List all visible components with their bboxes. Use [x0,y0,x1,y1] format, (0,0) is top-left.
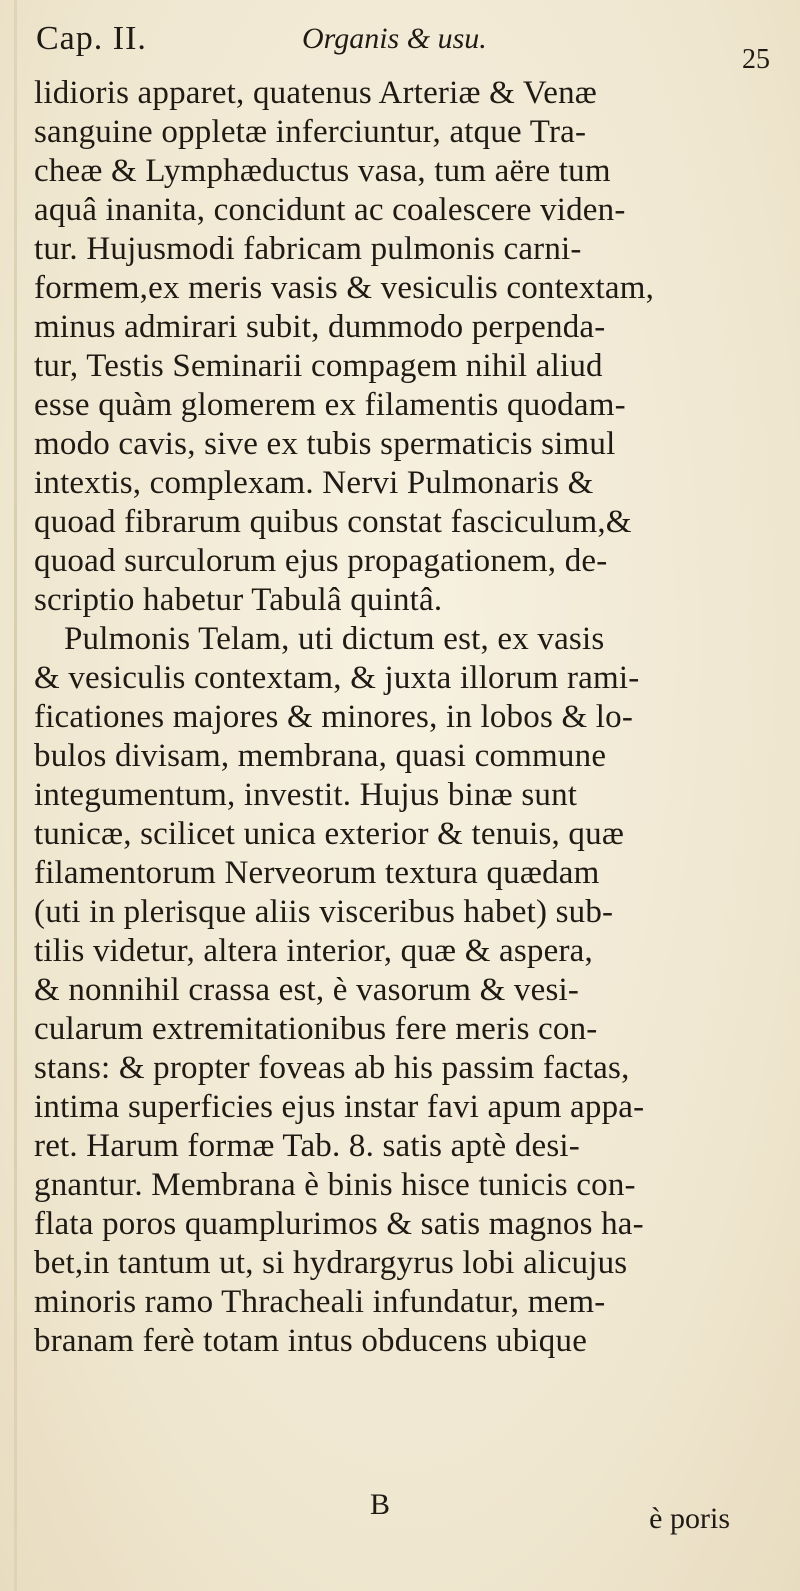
text-line: scriptio habetur Tabulâ quintâ. [34,582,443,618]
text-line: ret. Harum formæ Tab. 8. satis aptè desi- [34,1128,580,1164]
catchword: è poris [649,1502,730,1535]
page-number: 25 [742,44,770,75]
text-line: (uti in plerisque aliis visceribus habet) sub- [34,894,614,930]
text-line: modo cavis, sive ex tubis spermaticis simul [34,426,616,462]
text-line: formem,ex meris vasis & vesiculis contextam, [34,270,655,306]
text-line: stans: & propter foveas ab his passim factas, [34,1050,630,1086]
text-line: tur, Testis Seminarii compagem nihil aliud [34,348,603,384]
running-title: Organis & usu. [302,22,487,55]
text-line: branam ferè totam intus obducens ubique [34,1323,588,1359]
chapter-label: Cap. II. [36,20,147,57]
text-line: lidioris apparet, quatenus Arteriæ & Venæ [34,75,597,111]
text-line: ficationes majores & minores, in lobos & lo- [34,699,634,735]
text-line: tilis videtur, altera interior, quæ & aspera, [34,933,593,969]
text-line: esse quàm glomerem ex filamentis quodam- [34,387,626,423]
text-line: minoris ramo Thracheali infundatur, mem- [34,1284,606,1320]
text-line: integumentum, investit. Hujus binæ sunt [34,777,578,813]
body-text [34,74,764,1361]
text-line: minus admirari subit, dummodo perpenda- [34,309,606,345]
text-line: & nonnihil crassa est, è vasorum & vesi- [34,972,580,1008]
text-line: sanguine oppletæ inferciuntur, atque Tra- [34,114,587,150]
text-line: cheæ & Lymphæductus vasa, tum aëre tum [34,153,611,189]
text-line: gnantur. Membrana è binis hisce tunicis con- [34,1167,636,1203]
text-line: flata poros quamplurimos & satis magnos ha- [34,1206,644,1242]
text-line: quoad surculorum ejus propagationem, de- [34,543,608,579]
text-line: cularum extremitationibus fere meris con- [34,1011,598,1047]
text-line: intextis, complexam. Nervi Pulmonaris & [34,465,594,501]
text-line: & vesiculis contextam, & juxta illorum rami- [34,660,640,696]
text-line: tur. Hujusmodi fabricam pulmonis carni- [34,231,582,267]
page-footer [30,1488,770,1538]
page-gutter [14,0,17,1591]
paragraph-start-line: Pulmonis Telam, uti dictum est, ex vasis [64,621,605,657]
text-line: bulos divisam, membrana, quasi commune [34,738,607,774]
running-header [30,16,770,75]
text-line: aquâ inanita, concidunt ac coalescere viden- [34,192,626,228]
text-line: intima superficies ejus instar favi apum appa- [34,1089,645,1125]
text-line: tunicæ, scilicet unica exterior & tenuis, quæ [34,816,625,852]
signature-mark: B [370,1488,391,1521]
text-line: quoad fibrarum quibus constat fasciculum,& [34,504,632,540]
text-line: filamentorum Nerveorum textura quædam [34,855,600,891]
text-line: bet,in tantum ut, si hydrargyrus lobi alicujus [34,1245,628,1281]
